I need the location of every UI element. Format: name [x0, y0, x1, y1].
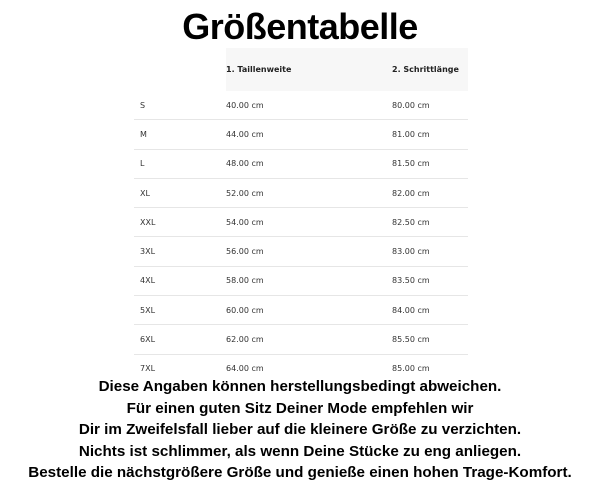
header-size [134, 48, 226, 91]
inseam-cell: 84.00 cm [392, 296, 468, 325]
size-cell: 4XL [134, 266, 226, 295]
note-line: Dir im Zweifelsfall lieber auf die kleinere Größe zu verzichten. [78, 421, 522, 438]
size-cell: L [134, 149, 226, 178]
size-cell: 3XL [134, 237, 226, 266]
inseam-cell: 85.50 cm [392, 325, 468, 354]
inseam-cell: 83.50 cm [392, 266, 468, 295]
note-line: Bestelle die nächstgrößere Größe und genieße einen hohen Trage-Komfort. [28, 464, 572, 481]
header-waist: 1. Taillenweite [226, 48, 392, 91]
table-row [134, 296, 468, 325]
waist-cell: 40.00 cm [226, 100, 264, 110]
table-row [134, 178, 468, 207]
waist-cell: 44.00 cm [226, 120, 392, 149]
header-row [134, 48, 468, 91]
table-row [134, 237, 468, 266]
inseam-cell: 81.00 cm [392, 120, 468, 149]
size-cell: S [140, 100, 146, 110]
inseam-cell: 81.50 cm [392, 149, 468, 178]
table-row [134, 149, 468, 178]
table-row [134, 91, 468, 120]
inseam-cell: 82.50 cm [392, 208, 468, 237]
waist-cell: 52.00 cm [226, 178, 392, 207]
note-line: Diese Angaben können herstellungsbedingt abweichen. [98, 378, 502, 395]
waist-cell: 54.00 cm [226, 208, 392, 237]
size-cell: 7XL [134, 354, 226, 383]
note-line: Für einen guten Sitz Deiner Mode empfehlen wir [126, 399, 474, 417]
size-cell: M [134, 120, 226, 149]
table-row [134, 120, 468, 149]
size-cell: 6XL [134, 325, 226, 354]
size-table-body [134, 91, 468, 383]
table-row [134, 266, 468, 295]
inseam-cell: 82.00 cm [392, 178, 468, 207]
size-table [134, 48, 468, 383]
note-line: Nichts ist schlimmer, als wenn Deine Stücke zu eng anliegen. [78, 442, 522, 460]
size-cell: XXL [134, 208, 226, 237]
size-table-header [134, 48, 468, 91]
waist-cell: 60.00 cm [226, 296, 392, 325]
inseam-cell: 85.00 cm [392, 354, 468, 383]
waist-cell: 58.00 cm [226, 266, 392, 295]
page-title: Größentabelle [182, 6, 418, 47]
inseam-cell: 83.00 cm [392, 237, 468, 266]
header-inseam: 2. Schrittlänge [392, 48, 468, 91]
table-row [134, 208, 468, 237]
waist-cell: 64.00 cm [226, 354, 392, 383]
waist-cell: 56.00 cm [226, 237, 392, 266]
size-cell: XL [134, 178, 226, 207]
size-notes [0, 376, 600, 484]
waist-cell: 62.00 cm [226, 325, 392, 354]
size-cell: 5XL [134, 296, 226, 325]
table-row [134, 325, 468, 354]
waist-cell: 48.00 cm [226, 149, 392, 178]
inseam-cell: 80.00 cm [392, 100, 430, 110]
